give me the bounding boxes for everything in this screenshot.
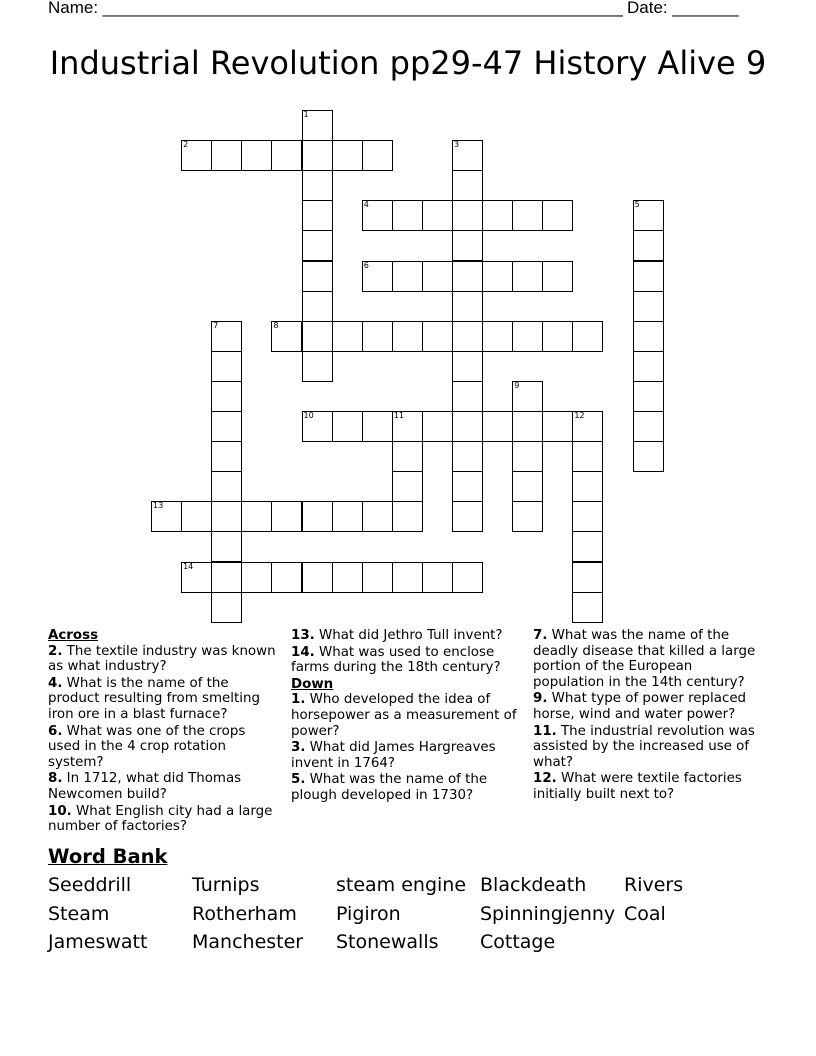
clue-text: What is the name of the product resulting from smelting iron ore in a blast furnace? (48, 675, 260, 722)
clue-text: In 1712, what did Thomas Newcomen build? (48, 771, 242, 802)
clue-text: What was the name of the deadly disease that killed a large portion of the European population in the 14th century? (533, 628, 756, 690)
down-heading: Down (291, 676, 334, 692)
crossword-cell[interactable] (211, 321, 242, 352)
clue-number-label: 10 (303, 411, 314, 420)
clue-text: What was used to enclose farms during the 18th century? (291, 644, 501, 676)
crossword-cell[interactable] (332, 562, 363, 593)
word-bank-item: Coal (624, 903, 666, 925)
word-bank-title: Word Bank (48, 845, 168, 868)
clue-number: 10. (48, 803, 72, 819)
clue-number-label: 6 (363, 260, 369, 270)
crossword-cell[interactable] (362, 140, 393, 171)
crossword-cell[interactable] (572, 531, 603, 562)
clue-number: 13. (291, 628, 315, 643)
crossword-cell[interactable] (302, 562, 333, 593)
clue-text: What was one of the crops used in the 4 crop rotation system? (48, 723, 246, 770)
clue-number: 9. (533, 691, 548, 707)
word-bank-item: Stonewalls (336, 931, 439, 953)
crossword-cell[interactable] (302, 230, 333, 261)
crossword-cell[interactable] (271, 501, 302, 532)
crossword-cell[interactable] (422, 261, 453, 292)
crossword-cell[interactable] (211, 531, 242, 562)
clue-text: Who developed the idea of horsepower as a measurement of power? (291, 692, 517, 739)
crossword-cell[interactable] (241, 562, 272, 593)
crossword-cell[interactable] (452, 501, 483, 532)
crossword-cell[interactable] (362, 501, 393, 532)
clue-number-label: 8 (273, 320, 279, 330)
word-bank-item: Turnips (192, 874, 260, 896)
clue-across-10 (48, 804, 280, 835)
crossword-cell[interactable] (271, 321, 302, 352)
clue-number-label: 7 (213, 320, 219, 330)
clue-down-1 (291, 692, 519, 739)
crossword-cell[interactable] (211, 592, 242, 623)
crossword-cell[interactable] (181, 562, 212, 593)
clue-number: 11. (533, 723, 557, 739)
clue-down-7 (533, 628, 765, 690)
crossword-cell[interactable] (512, 261, 543, 292)
clue-number-label: 3 (454, 140, 460, 150)
crossword-cell[interactable] (452, 471, 483, 502)
crossword-cell[interactable] (332, 321, 363, 352)
crossword-cell[interactable] (392, 441, 423, 472)
crossword-cell[interactable] (302, 501, 333, 532)
clue-number-label: 14 (183, 561, 194, 571)
word-bank-item: Spinningjenny (480, 903, 616, 925)
crossword-cell[interactable] (392, 411, 423, 442)
clue-number: 6. (48, 723, 63, 739)
crossword-cell[interactable] (633, 321, 664, 352)
clue-number: 2. (48, 643, 63, 659)
clue-down-3 (291, 740, 519, 771)
clues-column-1 (48, 628, 280, 836)
crossword-cell[interactable] (302, 321, 333, 352)
crossword-cell[interactable] (362, 321, 393, 352)
crossword-cell[interactable] (452, 321, 483, 352)
clue-down-5 (291, 772, 519, 803)
crossword-cell[interactable] (633, 351, 664, 382)
clue-number-label: 12 (574, 411, 585, 420)
crossword-cell[interactable] (211, 471, 242, 502)
word-bank-item: Cottage (480, 931, 556, 953)
crossword-cell[interactable] (151, 501, 182, 532)
clue-across-4 (48, 676, 280, 723)
crossword-cell[interactable] (392, 501, 423, 532)
crossword-cell[interactable] (572, 411, 603, 442)
crossword-cell[interactable] (271, 140, 302, 171)
clue-number-label: 11 (393, 411, 404, 420)
crossword-cell[interactable] (542, 261, 573, 292)
crossword-cell[interactable] (181, 501, 212, 532)
crossword-cell[interactable] (512, 441, 543, 472)
crossword-cell[interactable] (452, 140, 483, 171)
clues-column-2 (291, 628, 519, 805)
crossword-cell[interactable] (211, 562, 242, 593)
crossword-cell[interactable] (482, 200, 513, 231)
crossword-cell[interactable] (572, 441, 603, 472)
crossword-cell[interactable] (362, 411, 393, 442)
crossword-cell[interactable] (542, 200, 573, 231)
word-bank-item: Seeddrill (48, 874, 132, 896)
crossword-cell[interactable] (512, 200, 543, 231)
crossword-cell[interactable] (572, 471, 603, 502)
clue-number: 3. (291, 740, 306, 756)
crossword-cell[interactable] (302, 411, 333, 442)
clue-number: 8. (48, 771, 63, 787)
crossword-cell[interactable] (241, 501, 272, 532)
crossword-cell[interactable] (512, 321, 543, 352)
crossword-cell[interactable] (633, 291, 664, 322)
crossword-cell[interactable] (572, 501, 603, 532)
clue-down-9 (533, 691, 765, 722)
crossword-cell[interactable] (452, 261, 483, 292)
crossword-cell[interactable] (362, 261, 393, 292)
crossword-cell[interactable] (422, 200, 453, 231)
clue-across-6 (48, 724, 280, 771)
word-bank-item: Manchester (192, 931, 304, 953)
clue-text: What did Jethro Tull invent? (314, 628, 503, 643)
crossword-cell[interactable] (633, 261, 664, 292)
crossword-cell[interactable] (422, 562, 453, 593)
clue-number-label: 9 (514, 380, 520, 390)
crossword-cell[interactable] (452, 200, 483, 231)
crossword-cell[interactable] (211, 501, 242, 532)
crossword-cell[interactable] (332, 140, 363, 171)
crossword-cell[interactable] (542, 321, 573, 352)
clue-number-label: 1 (303, 110, 309, 119)
clue-number-label: 13 (153, 501, 164, 511)
crossword-cell[interactable] (241, 140, 272, 171)
crossword-cell[interactable] (633, 230, 664, 261)
date-line: Date: _______ (627, 0, 739, 17)
crossword-cell[interactable] (512, 381, 543, 412)
clue-text: The textile industry was known as what industry? (48, 643, 276, 675)
crossword-cell[interactable] (302, 291, 333, 322)
crossword-cell[interactable] (181, 140, 212, 171)
clue-number: 7. (533, 628, 548, 643)
crossword-cell[interactable] (392, 261, 423, 292)
crossword-cell[interactable] (302, 110, 333, 141)
crossword-cell[interactable] (302, 200, 333, 231)
crossword-cell[interactable] (392, 200, 423, 231)
crossword-cell[interactable] (211, 381, 242, 412)
clue-text: The industrial revolution was assisted by the increased use of what? (533, 723, 755, 770)
word-bank-item: Steam (48, 903, 110, 925)
crossword-cell[interactable] (332, 411, 363, 442)
crossword-cell[interactable] (452, 441, 483, 472)
clue-text: What was the name of the plough developed in 1730? (291, 772, 488, 803)
crossword-cell[interactable] (422, 321, 453, 352)
crossword-cell[interactable] (211, 351, 242, 382)
clue-number: 14. (291, 644, 315, 660)
crossword-cell[interactable] (422, 411, 453, 442)
clue-number: 5. (291, 772, 306, 788)
crossword-cell[interactable] (452, 230, 483, 261)
crossword-cell[interactable] (302, 170, 333, 201)
crossword-cell[interactable] (512, 501, 543, 532)
crossword-cell[interactable] (452, 411, 483, 442)
crossword-cell[interactable] (332, 501, 363, 532)
crossword-cell[interactable] (633, 381, 664, 412)
crossword-cell[interactable] (362, 200, 393, 231)
crossword-cell[interactable] (572, 592, 603, 623)
clue-number: 12. (533, 771, 557, 787)
clue-down-12 (533, 771, 765, 802)
crossword-cell[interactable] (452, 351, 483, 382)
crossword-cell[interactable] (392, 471, 423, 502)
crossword-cell[interactable] (482, 321, 513, 352)
crossword-cell[interactable] (633, 200, 664, 231)
clue-number: 4. (48, 675, 63, 691)
crossword-cell[interactable] (211, 411, 242, 442)
crossword-cell[interactable] (572, 562, 603, 593)
crossword-cell[interactable] (452, 381, 483, 412)
word-bank-item: Rotherham (192, 903, 297, 925)
crossword-cell[interactable] (302, 261, 333, 292)
clue-text: What did James Hargreaves invent in 1764? (291, 740, 496, 771)
crossword-cell[interactable] (542, 411, 573, 442)
page-title: Industrial Revolution pp29-47 History Alive 9 (49, 44, 767, 82)
clue-text: What type of power replaced horse, wind and water power? (533, 691, 747, 722)
crossword-cell[interactable] (211, 140, 242, 171)
crossword-cell[interactable] (482, 261, 513, 292)
clue-number-label: 4 (363, 200, 369, 210)
clue-across-8 (48, 771, 280, 802)
clue-number-label: 2 (183, 140, 189, 150)
clue-across-2 (48, 644, 280, 675)
crossword-cell[interactable] (302, 351, 333, 382)
crossword-cell[interactable] (392, 562, 423, 593)
crossword-cell[interactable] (452, 562, 483, 593)
crossword-cell[interactable] (452, 291, 483, 322)
crossword-cell[interactable] (572, 321, 603, 352)
crossword-cell[interactable] (362, 562, 393, 593)
crossword-cell[interactable] (482, 411, 513, 442)
crossword-cell[interactable] (512, 411, 543, 442)
word-bank-item: steam engine (336, 874, 467, 896)
crossword-cell[interactable] (512, 471, 543, 502)
word-bank-item: Blackdeath (480, 874, 587, 896)
clue-text: What English city had a large number of factories? (48, 803, 273, 835)
word-bank-item: Jameswatt (48, 931, 148, 953)
word-bank-item: Pigiron (336, 903, 401, 925)
word-bank-item: Rivers (624, 874, 684, 896)
clue-text: What were textile factories initially built next to? (533, 771, 742, 802)
crossword-cell[interactable] (392, 321, 423, 352)
clue-number-label: 5 (634, 200, 640, 210)
clue-number: 1. (291, 692, 306, 708)
crossword-cell[interactable] (271, 562, 302, 593)
clue-across-13 (291, 628, 519, 644)
crossword-cell[interactable] (452, 170, 483, 201)
clues-column-3 (533, 628, 765, 804)
across-heading: Across (48, 628, 99, 643)
name-line: Name: _______________________________________________________ (48, 0, 623, 17)
crossword-cell[interactable] (302, 140, 333, 171)
crossword-cell[interactable] (211, 441, 242, 472)
clue-across-14 (291, 645, 519, 676)
crossword-cell[interactable] (633, 441, 664, 472)
clue-down-11 (533, 724, 765, 771)
crossword-cell[interactable] (633, 411, 664, 442)
